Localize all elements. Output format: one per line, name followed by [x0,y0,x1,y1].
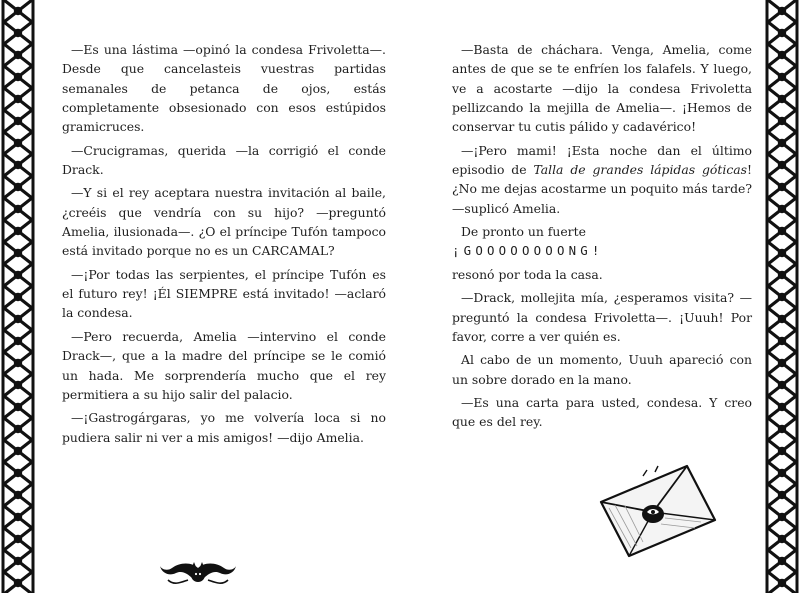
border-knot-dot [779,74,784,79]
paragraph: Al cabo de un momento, Uuuh apareció con un sobre dorado en la mano. [452,352,752,387]
border-knot-dot [15,448,20,453]
border-knot-dot [15,404,20,409]
border-knot-dot [779,580,784,585]
border-knot-dot [779,118,784,123]
paragraph: —Es una lástima —opinó la condesa Frivoletta—. Desde que cancelasteis vuestras partidas semanales de petanca de ojos, estás completamente obsesionado con esos estúpidos gramicruces. [62,42,386,135]
border-knot-dot [779,96,784,101]
border-knot-dot [15,8,20,13]
border-knot-dot [15,206,20,211]
border-knot-dot [779,492,784,497]
border-knot-dot [779,338,784,343]
border-knot-dot [15,250,20,255]
paragraph-text: ! ¿No me dejas acostarme un poquito más tarde? —suplicó Amelia. [452,161,752,216]
border-knot-dot [779,206,784,211]
border-knot-dot [779,316,784,321]
border-knot-dot [779,536,784,541]
border-knot-dot [15,360,20,365]
border-knot-dot [779,404,784,409]
border-knot-dot [15,162,20,167]
border-knot-dot [779,514,784,519]
left-decorative-border [0,0,36,593]
show-title: Talla de grandes lápidas góticas [533,161,748,177]
paragraph: —Es una carta para usted, condesa. Y creo que es del rey. [452,395,752,430]
border-knot-dot [779,360,784,365]
border-knot-dot [15,228,20,233]
paragraph: De pronto un fuerte [461,224,586,240]
border-knot-dot [15,536,20,541]
paragraph: —Basta de cháchara. Venga, Amelia, come antes de que se te enfríen los falafels. Y luego, ve a acostarte —dijo la condesa Frivoletta pellizcando la mejilla de Amelia—. ¡Hemos de conservar tu cutis pálido y cadavérico! [452,42,752,135]
paragraph [452,141,752,218]
border-knot-dot [779,228,784,233]
paragraph: —Crucigramas, querida —la corrigió el conde Drack. [62,142,386,177]
border-knot-dot [779,426,784,431]
left-page [62,40,386,451]
border-knot-dot [779,470,784,475]
border-knot-dot [779,52,784,57]
border-knot-dot [779,294,784,299]
paragraph-text: —¡Pero mami! ¡Esta noche dan el último episodio de [452,142,752,177]
border-knot-dot [779,382,784,387]
border-knot-dot [15,96,20,101]
border-knot-dot [15,580,20,585]
border-knot-dot [779,30,784,35]
paragraph: —Y si el rey aceptara nuestra invitación al baile, ¿creéis que vendría con su hijo? —preguntó Amelia, ilusionada—. ¿O el príncipe Tufón tampoco está invitado porque no es un CARCAMAL? [62,185,386,259]
border-knot-dot [779,558,784,563]
bat-ornament-icon [158,560,238,586]
right-page [452,40,752,436]
border-knot-dot [779,8,784,13]
border-knot-dot [15,140,20,145]
border-knot-dot [15,492,20,497]
border-knot-dot [15,118,20,123]
paragraph: —Pero recuerda, Amelia —intervino el conde Drack—, que a la madre del príncipe se le comió un hada. Me sorprendería mucho que el rey permitiera a su hijo salir del palacio. [62,328,386,402]
gong-sound-text: ¡GOOOOOOOONG! [452,243,604,259]
border-knot-dot [779,162,784,167]
border-knot-dot [15,30,20,35]
border-knot-dot [15,272,20,277]
paragraph: —¡Por todas las serpientes, el príncipe Tufón es el futuro rey! ¡Él SIEMPRE está invitado! —aclaró la condesa. [62,266,386,321]
paragraph: —Drack, mollejita mía, ¿esperamos visita? —preguntó la condesa Frivoletta—. ¡Uuuh! Por favor, corre a ver quién es. [452,290,752,344]
border-knot-dot [779,140,784,145]
border-knot-dot [15,338,20,343]
border-knot-dot [15,294,20,299]
border-knot-dot [779,250,784,255]
sealed-envelope-icon [595,462,720,560]
border-knot-dot [15,52,20,57]
border-knot-dot [15,74,20,79]
border-knot-dot [15,470,20,475]
border-knot-dot [15,184,20,189]
border-knot-dot [15,558,20,563]
border-knot-dot [15,316,20,321]
border-knot-dot [15,382,20,387]
border-knot-dot [779,272,784,277]
border-knot-dot [779,448,784,453]
border-knot-dot [15,514,20,519]
right-decorative-border [764,0,800,593]
paragraph: —¡Gastrogárgaras, yo me volvería loca si no pudiera salir ni ver a mis amigos! —dijo Amelia. [62,410,386,445]
border-knot-dot [15,426,20,431]
border-knot-dot [779,184,784,189]
paragraph: resonó por toda la casa. [452,266,603,282]
